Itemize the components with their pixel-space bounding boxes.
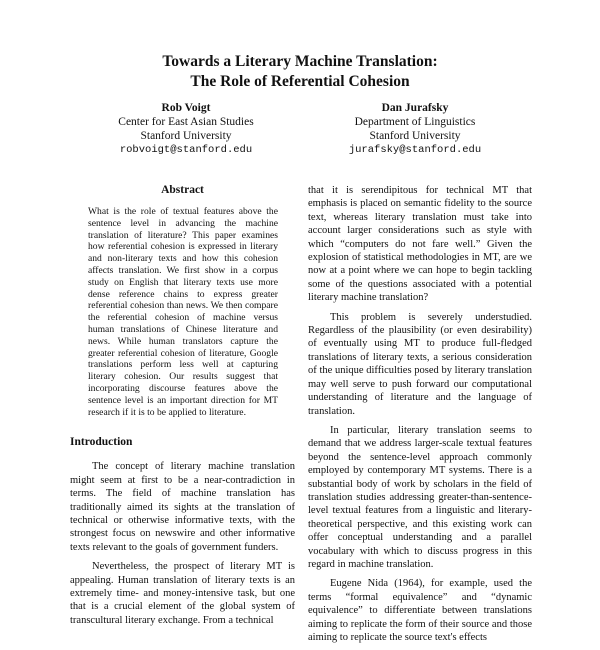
paragraph: Eugene Nida (1964), for example, used the terms “formal equivalence” and “dynamic equivalence” to differentiate between translations aiming to replicate the form of their source and those aiming to replicate the source text's effects [308, 578, 532, 643]
author-university: Stanford University [369, 130, 461, 142]
paragraph: The concept of literary machine translation might seem at first to be a near-contradiction in terms. The field of machine translation has traditionally aimed its sights at the translation of technical or otherwise informative texts, with the strongest focus on newswire and other informative texts relevant to the goals of government funders. [70, 461, 295, 553]
author-university: Stanford University [140, 130, 232, 142]
paragraph: This problem is severely understudied. Regardless of the plausibility (or even desirability) of eventually using MT to produce full-fledged translations of literary texts, a serious consideration of the unique difficulties posed by literary translation may well serve to push forward our computational understanding of literature and the language of translation. [308, 311, 532, 417]
author-email: jurafsky@stanford.edu [348, 144, 482, 156]
paragraph: In particular, literary translation seems to demand that we address larger-scale textual features beyond the sentence-level approach commonly employed by contemporary MT systems. There is a substantial body of work by scholars in the field of translation studies addressing greater-than-sentence-level textual features from a linguistic and literary-theoretical perspective, and this existing work can offer conceptual understanding and a parallel vocabulary with which to discuss progress in this regard in machine translation. [308, 424, 532, 570]
abstract-heading: Abstract [161, 184, 204, 196]
author-affiliation: Center for East Asian Studies [118, 116, 254, 128]
author-email: robvoigt@stanford.edu [119, 144, 253, 156]
author-affiliation: Department of Linguistics [354, 116, 476, 128]
introduction-heading: Introduction [70, 436, 133, 449]
right-column [308, 184, 532, 650]
title-line-1: Towards a Literary Machine Translation: [162, 53, 438, 70]
author-name: Rob Voigt [161, 102, 211, 114]
abstract-text: What is the role of textual features above the sentence level in advancing the machine translation of literature? This paper examines how referential cohesion is expressed in literary and non-literary texts and how this cohesion affects translation. We first show in a corpus study on English that literary texts use more dense reference chains to express greater referential cohesion than news. We then compare the referential cohesion of machine versus human translations of Chinese literature and news. While human translators capture the greater referential cohesion of literature, Google translations perform less well at capturing literary cohesion. Our results suggest that incorporating discourse features above the sentence level is an important direction for MT research if it is to be applied to literature. [88, 206, 278, 418]
author-block-2 [305, 101, 525, 157]
left-column [70, 184, 295, 633]
title-line-2: The Role of Referential Cohesion [190, 73, 410, 90]
author-block-1 [76, 101, 296, 157]
paragraph: Nevertheless, the prospect of literary MT is appealing. Human translation of literary texts is an extremely time- and money-intensive task, but one that is a crucial element of the global system of transcultural literary exchange. From a technical [70, 561, 295, 626]
paragraph: that it is serendipitous for technical MT that emphasis is placed on semantic fidelity to the source text, whereas literary translation must take into account larger considerations such as style with which “computers do not fare well.” Given the explosion of statistical methodologies in MT, are we now at a point where we can hope to begin tackling some of the questions associated with a potential literary machine translation? [308, 185, 532, 304]
paper-title [0, 52, 600, 92]
author-name: Dan Jurafsky [381, 102, 449, 114]
